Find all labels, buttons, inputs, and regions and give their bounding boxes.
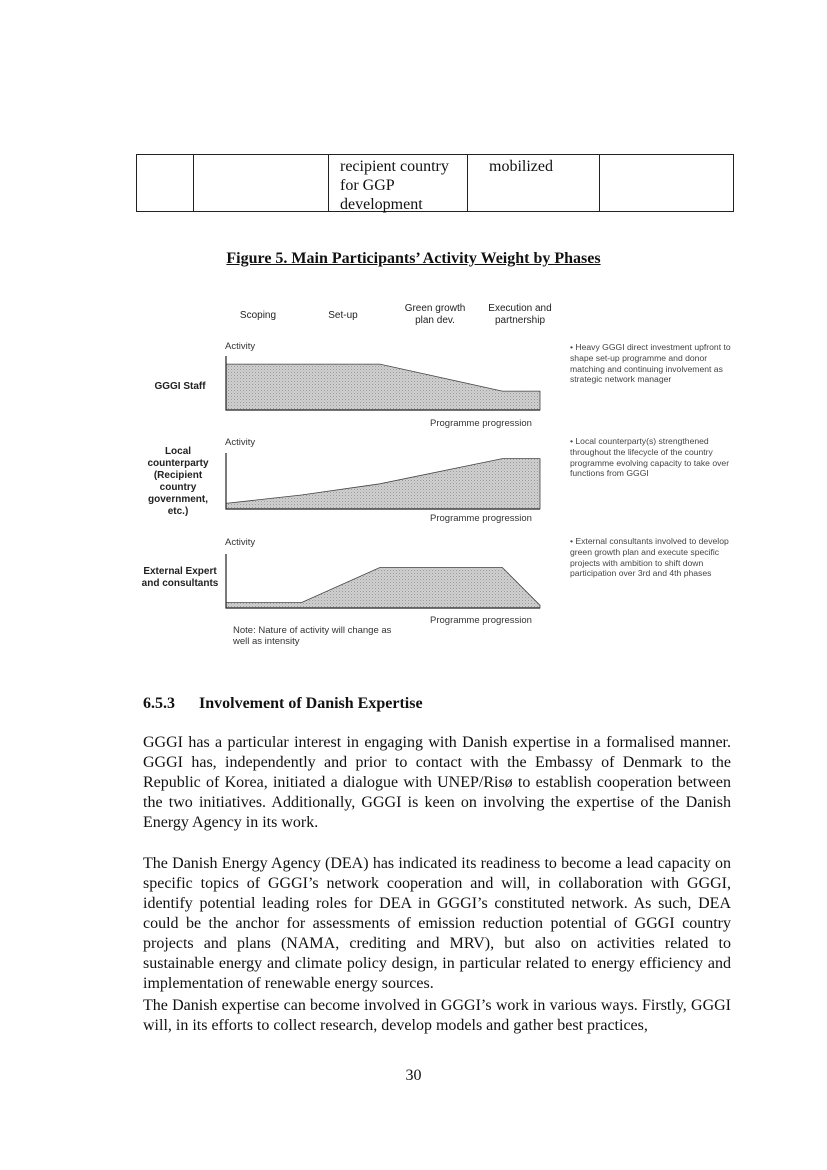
- bullet-text: External consultants involved to develop green growth plan and execute specific projects with ambition to shift down participation over 3rd and 4th phases: [570, 536, 729, 579]
- row-label-gggi-staff: GGGI Staff: [154, 381, 206, 392]
- section-number: 6.5.3: [143, 695, 175, 712]
- phase-execution: Execution and partnership: [488, 303, 552, 326]
- bullet-gggi-staff: [570, 342, 740, 385]
- bullet-icon: •: [570, 342, 576, 352]
- cell-line: development: [340, 196, 423, 213]
- y-axis-label: Activity: [225, 437, 256, 448]
- x-axis-label: Programme progression: [430, 615, 532, 626]
- y-axis-label: Activity: [225, 341, 256, 352]
- phase-scoping: Scoping: [239, 310, 277, 321]
- paragraph: GGGI has a particular interest in engaging with Danish expertise in a formalised manner. GGGI has, independently and prior to contact with the Embassy of Denmark to the Republic of Korea, initiated a dialogue with UNEP/Risø to establish cooperation between the two initiatives. Additionally, GGGI is keen on involving the expertise of the Danish Energy Agency in its work.: [143, 734, 731, 831]
- activity-area: [226, 459, 540, 509]
- row-label-external-experts: External Expert and consultants: [141, 566, 219, 589]
- phase-setup: Set-up: [328, 310, 358, 321]
- y-axis-label: Activity: [225, 537, 256, 548]
- row-label-local-counterparty: Local counterparty (Recipient country government, etc.): [147, 446, 209, 517]
- page-number: 30: [405, 1067, 422, 1084]
- section-heading: [143, 695, 423, 713]
- cell-line: recipient country: [340, 158, 449, 175]
- phase-green-growth: Green growth plan dev.: [404, 303, 466, 326]
- activity-area: [226, 364, 540, 410]
- cell-line: for GGP: [340, 177, 395, 194]
- activity-area: [226, 568, 540, 609]
- bullet-local-counterparty: [570, 436, 740, 479]
- bullet-external: [570, 536, 740, 579]
- bullet-icon: •: [570, 536, 576, 546]
- bullet-text: Local counterparty(s) strengthened throughout the lifecycle of the country programme evolving capacity to take over functions from GGGI: [570, 436, 730, 479]
- x-axis-label: Programme progression: [430, 418, 532, 429]
- paragraph: The Danish Energy Agency (DEA) has indicated its readiness to become a lead capacity on specific topics of GGGI’s network cooperation and will, in collaboration with GGGI, identify potential leading roles for DEA in GGGI’s constituted network. As such, DEA could be the anchor for assessments of emission reduction potential of GGGI country projects and plans (NAMA, crediting and MRV), but also on activities related to sustainable energy and climate policy design, in particular related to energy efficiency and implementation of renewable energy sources.: [143, 855, 731, 992]
- section-title: Involvement of Danish Expertise: [199, 695, 423, 712]
- bullet-icon: •: [570, 436, 576, 446]
- figure-note: Note: Nature of activity will change as well as intensity: [233, 625, 392, 647]
- table-cell-mobilized: mobilized: [489, 158, 553, 175]
- x-axis-label: Programme progression: [430, 513, 532, 524]
- paragraph: The Danish expertise can become involved in GGGI’s work in various ways. Firstly, GGGI will, in its efforts to collect research, develop models and gather best practices,: [143, 997, 731, 1034]
- figure-caption: Figure 5. Main Participants’ Activity Weight by Phases: [226, 250, 601, 267]
- bullet-text: Heavy GGGI direct investment upfront to shape set-up programme and donor matching and continuing involvement as strategic network manager: [570, 342, 731, 385]
